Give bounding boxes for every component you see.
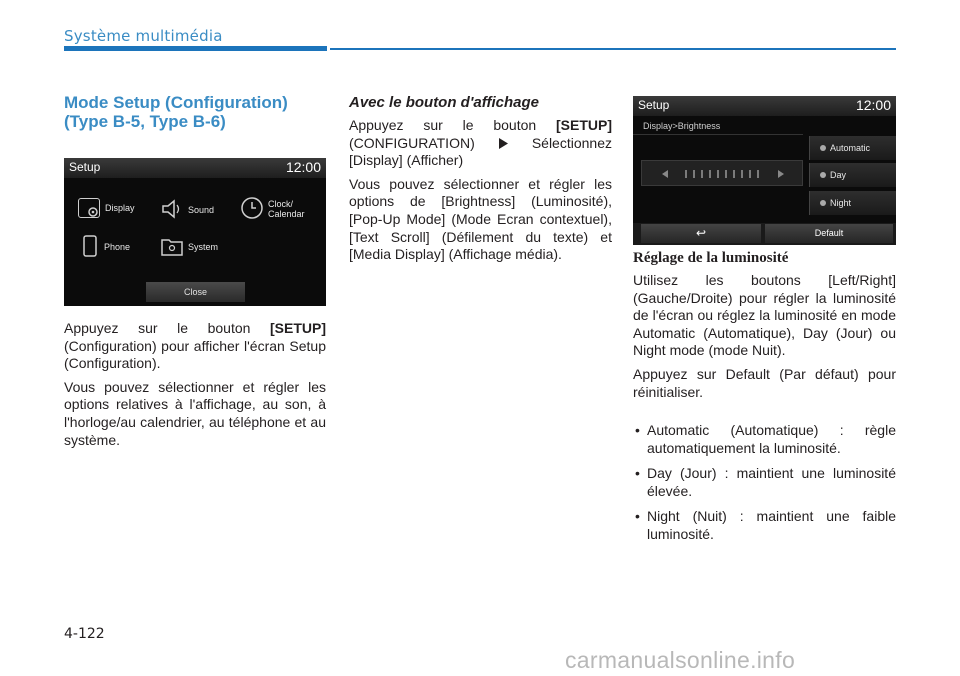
screen-title-bar [64, 158, 326, 178]
bullet-list [633, 422, 896, 552]
arrow-right-icon [498, 135, 508, 151]
list-item: • Day (Jour) : maintient une luminosité élevée. [633, 465, 896, 500]
speaker-icon [160, 198, 184, 222]
section-title-line2: (Type B-5, Type B-6) [64, 112, 226, 131]
radio-icon [820, 145, 826, 151]
screen-back-button: ↩ [641, 224, 761, 243]
screen-item-sound-label: Sound [188, 205, 215, 215]
screen-title-bar-2 [633, 96, 896, 116]
list-item: • Night (Nuit) : maintient une faible luminosité. [633, 508, 896, 543]
screen-option-day [809, 163, 896, 187]
subsection-title: Avec le bouton d'affichage [349, 94, 539, 111]
screen-item-phone [82, 235, 130, 259]
phone-icon [82, 235, 98, 259]
clock-icon [240, 196, 264, 222]
col1-paragraph-2: Vous pouvez sélectionner et régler les options relatives à l'affichage, au son, à l'horloge/au calendrier, au téléphone et au système. [64, 378, 326, 448]
screen-option-night-label: Night [830, 198, 852, 208]
page-number: 4-122 [64, 626, 105, 642]
screen-breadcrumb-divider [633, 134, 803, 135]
screen-item-display [78, 198, 135, 218]
screen-clock-2: 12:00 [855, 97, 891, 113]
col2-p1-bold: [SETUP] [556, 117, 612, 133]
brightness-slider [641, 160, 803, 186]
col1-p1-post: (Configuration) pour afficher l'écran Setup (Configuration). [64, 337, 326, 372]
col3-paragraph-2: Appuyez sur Default (Par défaut) pour réinitialiser. [633, 365, 896, 400]
screen-clock: 12:00 [285, 159, 321, 175]
header-rule-thick [64, 46, 327, 51]
radio-icon [820, 172, 826, 178]
col2-paragraph-2: Vous pouvez sélectionner et régler les options de [Brightness] (Luminosité), [Pop-Up Mode] (Mode Ecran contextuel), [Text Scroll] (Défilement du texte) et [Media Display] (Affichage média). [349, 175, 612, 263]
screen-option-automatic-label: Automatic [830, 143, 871, 153]
header-rule-thin [330, 48, 896, 50]
screen-item-sound [160, 198, 214, 222]
screen-breadcrumb: Display>Brightness [643, 121, 721, 131]
screen-title-2: Setup [638, 98, 670, 112]
col1-paragraph-1 [64, 320, 326, 373]
section-header: Système multimédia [64, 27, 223, 45]
screen-option-night [809, 191, 896, 215]
radio-icon [820, 200, 826, 206]
col1-p1-bold: [SETUP] [270, 320, 326, 336]
col2-p1-pre: Appuyez sur le bouton [349, 117, 556, 133]
col3-paragraph-1: Utilisez les boutons [Left/Right] (Gauche/Droite) pour régler la luminosité de l'écran ou réglez la luminosité en mode Automatic (Automatique), Day (Jour) ou Night mode (mode Nuit). [633, 272, 896, 359]
screen-option-automatic [809, 136, 896, 160]
screen-default-button: Default [765, 224, 893, 243]
screen-item-system [160, 235, 218, 259]
col2-p1-mid: (CONFIGURATION) [349, 134, 499, 151]
col2-body [349, 117, 612, 264]
display-icon [78, 198, 100, 218]
screen-item-clock [240, 196, 305, 222]
screen-close-button: Close [146, 282, 245, 302]
section-title-line1: Mode Setup (Configuration) [64, 93, 288, 112]
col1-body [64, 320, 326, 449]
col2-p1-post: Sélectionnez [Display] (Afficher) [349, 134, 612, 169]
screen-item-clock-label-2: Calendar [268, 209, 305, 219]
screen-item-phone-label: Phone [104, 242, 131, 252]
screen-option-day-label: Day [830, 170, 847, 180]
screen-item-display-label: Display [105, 203, 135, 213]
setup-screen-image [64, 158, 326, 306]
brightness-screen-image [633, 96, 896, 245]
screen-item-system-label: System [188, 242, 219, 252]
system-icon [160, 235, 184, 259]
section-title [64, 93, 326, 131]
screen-item-clock-label-1: Clock/ [268, 199, 294, 209]
col3-body [633, 272, 896, 401]
watermark-logo: carmanualsonline.info [565, 647, 796, 673]
col1-p1-pre: Appuyez sur le bouton [64, 320, 270, 336]
col2-paragraph-1 [349, 117, 612, 170]
brightness-subtitle: Réglage de la luminosité [633, 250, 789, 266]
screen-title: Setup [69, 160, 101, 174]
list-item: • Automatic (Automatique) : règle automatiquement la luminosité. [633, 422, 896, 457]
